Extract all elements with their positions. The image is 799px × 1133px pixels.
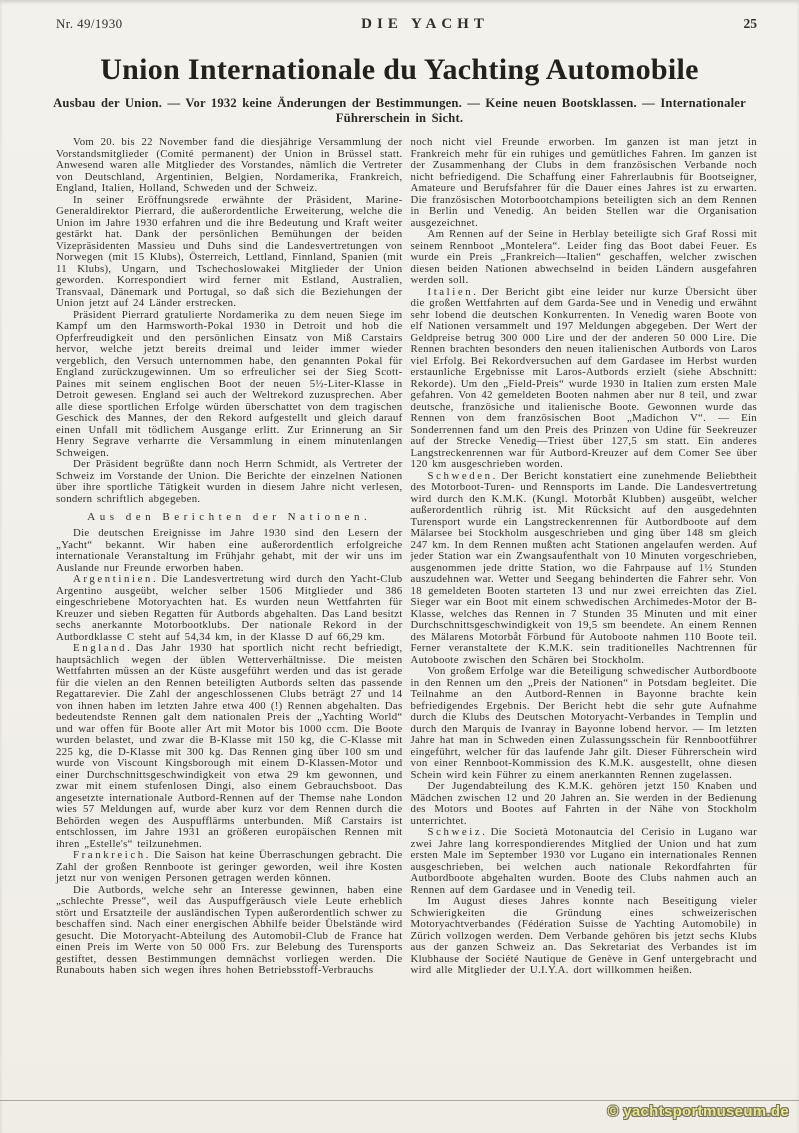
paragraph-schweiz bbox=[411, 827, 758, 896]
article-subtitle: Ausbau der Union. — Vor 1932 keine Änderungen der Bestimmungen. — Keine neuen Bootsklassen. — Internationaler Führerschein in Sicht. bbox=[53, 96, 746, 125]
country-lead: Schweiz. bbox=[427, 826, 488, 838]
paragraph: In seiner Eröffnungsrede erwähnte der Präsident, Marine-Generaldirektor Pierrard, die außerordentliche Erweiterung, welche die Union im Jahre 1930 erfahren und die ihre Bedeutung und Kraft weiter gestärkt hat. Dank der persönlichen Bemühungen der beiden Vizepräsidenten Massieu und Duhs sind die Landesvertretungen von Norwegen (mit 15 Klubs), Österreich, Lettland, Finnland, Spanien (mit 11 Klubs), Ungarn, und Tschechoslowakei Mitglieder der Union geworden. Korrespondiert wird ferner mit Estland, Australien, Transvaal, Dänemark und Portugal, so daß sich die Beziehungen der Union jetzt auf 24 Länder erstrecken. bbox=[56, 193, 403, 309]
paragraph-england bbox=[56, 643, 403, 850]
paragraph: Am Rennen auf der Seine in Herblay beteiligte sich Graf Rossi mit seinem Rennboot „Montelera“. Leider fing das Boot dabei Feuer. Es wurde ein Preis „Frankreich—Italien“ geschaffen, welcher zwischen diesen beiden Nationen abwechselnd in beiden Ländern ausgefahren werden soll. bbox=[410, 228, 757, 286]
paragraph-frankreich bbox=[56, 850, 403, 885]
paragraph-argentinien bbox=[56, 574, 403, 643]
paragraph-schweden bbox=[411, 471, 758, 667]
paragraph-text: Das Jahr 1930 hat sportlich nicht recht befriedigt, hauptsächlich wegen der üblen Wetterverhältnisse. Die meisten Wettfahrten müssen an der Küste ausgeführt werden und das ist gerade für die vielen an den Rennen beteiligten Autbords selten das passende Regattarevier. Die Zahl der angeschlossenen Clubs beträgt 27 und 14 von ihnen haben im letzten Jahre etwa 400 (!) Rennen abgehalten. Das bedeutendste Rennen galt dem nationalen Preis der „Yachting World“ und war offen für Boote aller Art mit Motor bis 1000 ccm. Die Boote wurden belastet, und zwar die B-Klasse mit 150 kg, die C-Klasse mit 225 kg, die D-Klasse mit 300 kg. Das Rennen ging über 100 sm und wurde von Viscount Kingsborough mit einem D-Klassen-Motor und einer Durchschnittsgeschwindigkeit von etwa 29 km gewonnen, und zwar mit einem stufenlosen Dingi, also einem Gebrauchsboot. Das angesetzte internationale Autbord-Rennen auf der Themse nahe London wies 57 Meldungen auf, wurde aber kurz vor dem Rennen durch die Behörden wegen des Auspufflärms unterbunden. Miß Carstairs ist entschlossen, im Jahre 1931 an größeren europäischen Rennen mit ihren „Estelle's“ teilzunehmen. bbox=[56, 642, 403, 850]
country-lead: Schweden. bbox=[427, 469, 498, 482]
paragraph: Der Präsident begrüßte dann noch Herrn Schmidt, als Vertreter der Schweiz im Vorstande der Union. Die Berichte der einzelnen Nationen über ihre sportliche Tätigkeit wurden in diesem Jahre nicht verlesen, sondern schriftlich abgegeben. bbox=[56, 458, 403, 505]
paragraph: Im August dieses Jahres konnte nach Beseitigung vieler Schwierigkeiten die Gründung eines schweizerischen Motoryachtverbandes (Fédération Suisse de Yachting Automobile) in Zürich vollzogen werden. Dem Verbande gehören bis jetzt sechs Klubs aus der ganzen Schweiz an. Das Sekretariat des Verbandes ist im Klubhause der Société Nautique de Genève in Genf untergebracht und wird alle Mitglieder der U.I.Y.A. dort willkommen heißen. bbox=[410, 895, 757, 976]
paragraph-text: Die Saison hat keine Überraschungen gebracht. Die Zahl der großen Rennboote ist geringer geworden, weil ihre Kosten jetzt nur von wenigen Personen getragen werden können. bbox=[56, 849, 403, 884]
country-lead: Argentinien. bbox=[73, 573, 159, 585]
paragraph-italien bbox=[411, 287, 758, 471]
right-column bbox=[411, 137, 758, 977]
journal-title: DIE YACHT bbox=[361, 16, 489, 32]
country-lead: Italien. bbox=[427, 285, 479, 298]
paragraph-text: Die Landesvertretung wird durch den Yacht-Club Argentino ausgeübt, welcher selber 1506 Mitglieder und 386 eingeschriebene Motoryachten hat. Es wurden neun Wettfahrten für Kreuzer und sieben Regatten für Autbords abgehalten. Das Land besitzt sechs anerkannte Motorbootklubs. Der nationale Rekord in der Autbordklasse C steht auf 54,34 km, in der Klasse D auf 66,29 km. bbox=[56, 573, 403, 643]
paragraph: Die Autbords, welche sehr an Interesse gewinnen, haben eine „schlechte Presse“, weil das Auspuffgeräusch viele Leute erheblich stört und Ersatzteile der ausländischen Typen außerordentlich schwer zu beschaffen sind. Nach einer energischen Abhilfe beider Übelstände wird gesucht. Die Motoryacht-Abteilung des Automobil-Club de France hat einen Preis im Werte von 50 000 Frs. zur Belebung des Turensports gestiftet, dessen Bestimmungen demnächst vorliegen werden. Die Runabouts haben sich wegen ihres hohen Betriebsstoff-Verbrauchs bbox=[56, 883, 403, 976]
paragraph-continuation: noch nicht viel Freunde erworben. Im ganzen ist man jetzt in Frankreich mehr für ein ruhiges und gemütliches Fahren. Im ganzen ist der Zusammenhang der Clubs in dem französischen Verbande noch nicht befriedigend. Die Schaffung einer Fahrerlaubnis für Bootseigner, Amateure und Berufsfahrer für die Dauer eines Jahres ist zu erwarten. Die französischen Motorbootchampions beteiligten sich an dem Rennen in Berlin und Venedig. An beiden Stellen war die Organisation ausgezeichnet. bbox=[410, 136, 757, 229]
country-lead: Frankreich. bbox=[73, 849, 152, 861]
issue-number: Nr. 49/1930 bbox=[56, 16, 123, 31]
paragraph: Präsident Pierrard gratulierte Nordamerika zu dem neuen Siege im Kampf um den Harmsworth-Pokal 1930 in Detroit und hob die Opferfreudigkeit und den persönlichen Einsatz von Miß Carstairs hervor, welche jetzt bereits dreimal und leider immer wieder vergeblich, den Versuch unternommen habe, den genannten Pokal für England zurückzugewinnen. Um so erfreulicher sei der Sieg Scott-Paines mit seinem englischen Boot der neuen 5½-Liter-Klasse in Detroit gewesen. England sei auch der Weltrekord zuzusprechen. Aber alle diese sportlichen Erfolge würden überschattet von dem tragischen Geschick des Mannes, der den Rekord aufgestellt und gleich darauf einen Unfall mit tödlichem Ausgange erlitt. Zur Erinnerung an Sir Henry Segrave verharrte die Versammlung in einem minutenlangen Schweigen. bbox=[56, 308, 403, 459]
paragraph-text: Der Bericht konstatiert eine zunehmende Beliebtheit des Motorboot-Turen- und Rennsports im Lande. Die Landesvertretung wird durch den K.M.K. (Kungl. Motorbåt Klubben) ausgeübt, welcher außerordentlich rührig ist. Mit Rücksicht auf den ausgedehnten Turensport wurde ein Langstreckenrennen für Autbordboote auf dem Mälarsee bei Stockholm ausgeschrieben und ging über 148 sm gleich 247 km. In dem Rennen mußten acht Stationen angelaufen werden. Auf jeder Station war ein Zwangsaufenthalt von 10 Minuten vorgeschrieben, ausgenommen jede dritte Station, wo die Fahrpause auf 1½ Stunden auszudehnen war. Wetter und Seegang behinderten die Fahrer sehr. Von 18 gemeldeten Booten starteten 13 und nur zwei erreichten das Ziel. Sieger war ein Boot mit einem schwedischen Archimedes-Motor der B-Klasse, welches das Rennen in 7 Stunden 35 Minuten und mit einer Durchschnittsgeschwindigkeit von 19,5 sm beendete. An einem Rennen des Mälarens Motorbåt Förbund für Autoboote nahmen 110 Boote teil. Ferner veranstaltete der K.M.K. sein traditionelles Nachtrennen für Autoboote zwischen den Schären bei Stockholm. bbox=[410, 469, 757, 666]
paragraph-text: Der Bericht gibt eine leider nur kurze Übersicht über die großen Wettfahrten auf dem Garda-See und in Venedig und erwähnt sehr lobend die deutschen Konkurrenten. In Venedig waren Boote von elf Nationen versammelt und 197 Meldungen abgegeben. Der Wert der Geldpreise betrug 300 000 Lire und der der anderen 50 000 Lire. Die Rennen brachten besonders den neuen italienischen Autbords von Laros viel Erfolg. Bei Rekordversuchen auf dem Gardasee im Herbst wurden erstaunliche Ergebnisse mit Laros-Autbords erzielt (siehe Abschnitt: Rekorde). Um den „Field-Preis“ wurde 1930 in Italien zum ersten Male gefahren. Von 42 gemeldeten Booten nahmen aber nur 8 teil, und zwar deutsche, französiche und italienische Boote. Gewonnen wurde das Rennen von dem französischen Boot „Madichon V“. — Ein Sonderrennen fand um den Preis des Prinzen von Udine für Seekreuzer auf der Strecke Venedig—Triest über 127,5 sm statt. Ein anderes Langstreckenrennen war für Autbord-Kreuzer auf dem Comer See über 120 km ausgeschrieben worden. bbox=[410, 285, 757, 470]
paragraph: Der Jugendabteilung des K.M.K. gehören jetzt 150 Knaben und Mädchen zwischen 12 und 20 Jahren an. Sie werden in der Bedienung des Motors und Bootes auf Fahrten in der Nähe von Stockholm unterrichtet. bbox=[410, 780, 757, 827]
section-heading: Aus den Berichten der Nationen. bbox=[87, 511, 372, 523]
footer-rule bbox=[0, 1100, 799, 1101]
paragraph: Die deutschen Ereignisse im Jahre 1930 sind den Lesern der „Yacht“ bekannt. Wir haben eine außerordentlich erfolgreiche internationale Veranstaltung im Frühjahr gehabt, mit der wir uns im Auslande nur Freunde erworben haben. bbox=[56, 527, 403, 574]
country-lead: England. bbox=[73, 642, 133, 654]
paragraph-text: Die Società Motonautcia del Cerisio in Lugano war zwei Jahre lang korrespondierendes Mitglied der Union und hat zum ersten Male im September 1930 vor Lugano ein internationales Rennen ausgeschrieben, bei welchen auch nationale Rekordfahrten für Autbordboote abgehalten wurden. Boote des Clubs nahmen auch an Rennen auf dem Gardasee und in Venedig teil. bbox=[410, 826, 757, 896]
paragraph: Von großem Erfolge war die Beteiligung schwedischer Autbordboote in den Rennen um den „Preis der Nationen“ in Potsdam begleitet. Die Teilnahme an den Autbord-Rennen in Bayonne brachte kein befriedigendes Ergebnis. Der Bericht hebt die sehr gute Aufnahme durch die Klubs des Deutschen Motoryacht-Verbandes in Templin und durch den Marquis de Ivanray in Bayonne lobend hervor. — Im letzten Jahre hat man in Schweden einen Zulassungsschein für Rennbootführer eingeführt, welcher für das laufende Jahr gilt. Dieser Führerschein wird von einer Rennboot-Kommission des K.M.K. ausgestellt, ohne diesen Schein wird kein Führer zu einem anerkannten Rennen zugelassen. bbox=[410, 665, 757, 781]
page-number: 25 bbox=[743, 16, 757, 31]
left-column bbox=[56, 137, 403, 977]
article-title: Union Internationale du Yachting Automobile bbox=[100, 53, 699, 86]
masthead bbox=[0, 0, 799, 33]
paragraph: Vom 20. bis 22 November fand die diesjährige Versammlung der Vorstandsmitglieder (Comité permanent) der Union in Brüssel statt. Anwesend waren alle Mitglieder des Vorstandes, nämlich die Vertreter von Deutschland, Argentinien, Belgien, Nordamerika, Frankreich, England, Italien, Holland, Schweden und der Schweiz. bbox=[56, 136, 403, 194]
article-body bbox=[0, 125, 799, 977]
watermark: © yachtsportmuseum.de bbox=[607, 1103, 789, 1120]
